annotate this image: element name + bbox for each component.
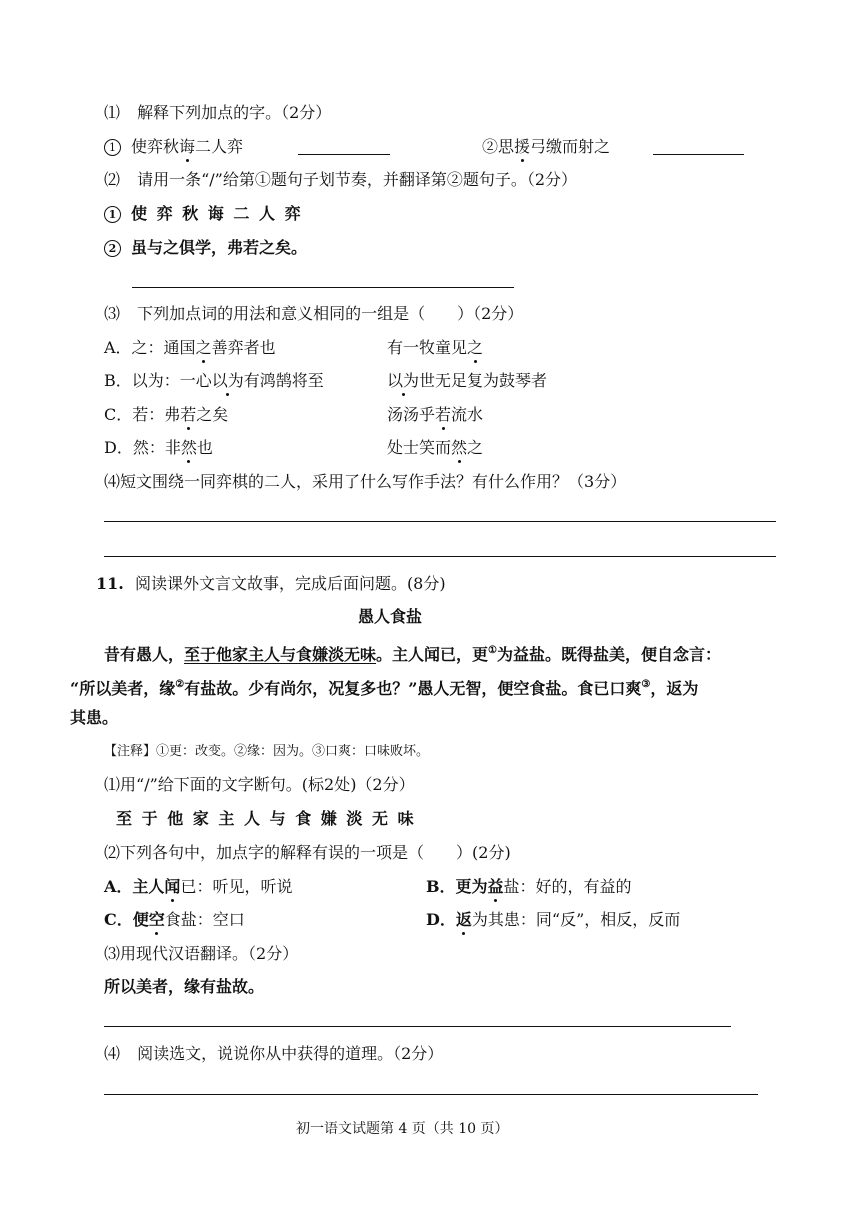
- answer-line[interactable]: [104, 1026, 731, 1027]
- q10-part2: [104, 170, 577, 190]
- note-marker: ②: [175, 679, 185, 690]
- q10-part1: [104, 103, 331, 123]
- q10-part2-text: 请用一条“/”给第①题句子划节奏，并翻译第②题句子。（2分）: [137, 170, 578, 189]
- answer-line[interactable]: [104, 521, 776, 522]
- q11-heading-text: 阅读课外文言文故事，完成后面问题。(8分): [134, 574, 446, 593]
- page-footer: 初一语文试题第 4 页（共 10 页）: [296, 1121, 509, 1137]
- dotted-char: 然: [451, 438, 468, 457]
- q10-part1-item1: 1 使弈秋诲二人弈: [104, 137, 243, 157]
- q10-part4-text: 短文围绕一同弈棋的二人，采用了什么写作手法？有什么作用？（3分）: [120, 472, 627, 491]
- q10-part2-item2: 2 虽与之俱学，弗若之矣。: [104, 238, 307, 258]
- answer-blank[interactable]: [653, 154, 744, 155]
- story-line-2: “所以美者，缘②有盐故。少有尚尔，况复多也？”愚人无智，便空食盐。食已口爽③，返为: [70, 679, 699, 698]
- q10-part3: [104, 304, 523, 324]
- q10-option-c-right: 汤汤乎若流水: [387, 405, 484, 424]
- q11-part1-sentence: 至于他家主人与食嫌淡无味: [116, 809, 424, 828]
- underlined-sentence: 至于他家主人与食嫌淡无味: [184, 645, 377, 664]
- circled-number: 1: [104, 139, 121, 156]
- q10-part4-label: ⑷: [104, 472, 121, 491]
- dotted-char: 之: [195, 338, 212, 357]
- q11-part1: [104, 775, 415, 795]
- q10-part2-label: ⑵: [104, 170, 121, 189]
- q10-option-d-right: 处士笑而然之: [387, 438, 484, 457]
- answer-line[interactable]: [132, 287, 514, 288]
- story-line-1: 昔有愚人，至于他家主人与食嫌淡无味。主人闻已，更①为益盐。既得盐美，便自念言：: [104, 645, 722, 664]
- q10-part4: [104, 472, 626, 492]
- q11-part2-text: 下列各句中，加点字的解释有误的一项是（ ）(2分): [120, 843, 511, 862]
- q11-part3: [104, 944, 298, 964]
- story-line-3: 其患。: [70, 708, 119, 727]
- annotation-note: 【注释】①更：改变。②缘：因为。③口爽：口味败坏。: [104, 744, 430, 759]
- dotted-char: 闻: [164, 877, 181, 896]
- q10-part1-text: 解释下列加点的字。（2分）: [137, 103, 332, 122]
- dotted-char: 以为: [387, 371, 420, 390]
- note-marker: ①: [488, 645, 498, 656]
- q10-option-c: C．若：弗若之矣: [104, 405, 229, 424]
- circled-number: 2: [104, 240, 121, 257]
- q11-heading: [96, 574, 446, 594]
- dotted-char: 益: [487, 877, 504, 896]
- dotted-char: 返: [455, 910, 472, 929]
- q11-option-c: C．便空食盐：空口: [104, 910, 245, 929]
- dotted-char: 以为: [211, 371, 244, 390]
- q11-part1-label: ⑴: [104, 775, 121, 794]
- dotted-char: 诲: [179, 137, 196, 156]
- q11-number: 11.: [96, 574, 124, 593]
- q11-part2-label: ⑵: [104, 843, 121, 862]
- q10-option-b-right: 以为世无足复为鼓琴者: [387, 371, 548, 390]
- q10-option-a-right: 有一牧童见之: [387, 338, 484, 357]
- dotted-char: 然: [180, 438, 197, 457]
- dotted-char: 空: [148, 910, 165, 929]
- q11-option-b: B．更为益盐：好的，有益的: [426, 877, 632, 896]
- q11-part3-text: 用现代汉语翻译。（2分）: [120, 944, 299, 963]
- answer-line[interactable]: [104, 556, 776, 557]
- q11-part3-label: ⑶: [104, 944, 121, 963]
- dotted-char: 若: [180, 405, 197, 424]
- story-title: 愚人食盐: [358, 607, 423, 626]
- q10-option-a: A．之：通国之善弈者也: [104, 338, 276, 357]
- q11-option-a: A．主人闻已：听见，听说: [104, 877, 293, 896]
- q11-part3-sentence: 所以美者，缘有盐故。: [104, 977, 265, 996]
- q11-option-d: D．返为其患：同“反”，相反，反而: [426, 910, 681, 929]
- q11-part1-text: 用“/”给下面的文字断句。(标2处)（2分）: [120, 775, 415, 794]
- note-marker: ③: [641, 679, 651, 690]
- circled-number: 1: [104, 206, 121, 223]
- q10-part3-label: ⑶: [104, 304, 121, 323]
- q11-part4-text: 阅读选文，说说你从中获得的道理。（2分）: [137, 1044, 444, 1063]
- q10-option-b: B．以为：一心以为有鸿鹄将至: [104, 371, 324, 390]
- q11-part4: [104, 1044, 443, 1064]
- dotted-char: 若: [435, 405, 452, 424]
- answer-blank[interactable]: [298, 154, 390, 155]
- q10-part1-item2: ②思援弓缴而射之: [482, 137, 611, 156]
- q10-part1-label: ⑴: [104, 103, 121, 122]
- dotted-char: 之: [467, 338, 484, 357]
- answer-line[interactable]: [104, 1094, 758, 1095]
- dotted-char: 援: [514, 137, 531, 156]
- q10-option-d: D．然：非然也: [104, 438, 213, 457]
- q10-part2-item1: 1 使弈秋诲二人弈: [104, 204, 310, 224]
- q10-part3-text: 下列加点词的用法和意义相同的一组是（ ）（2分）: [137, 304, 524, 323]
- q11-part2: [104, 843, 511, 863]
- q11-part4-label: ⑷: [104, 1044, 121, 1063]
